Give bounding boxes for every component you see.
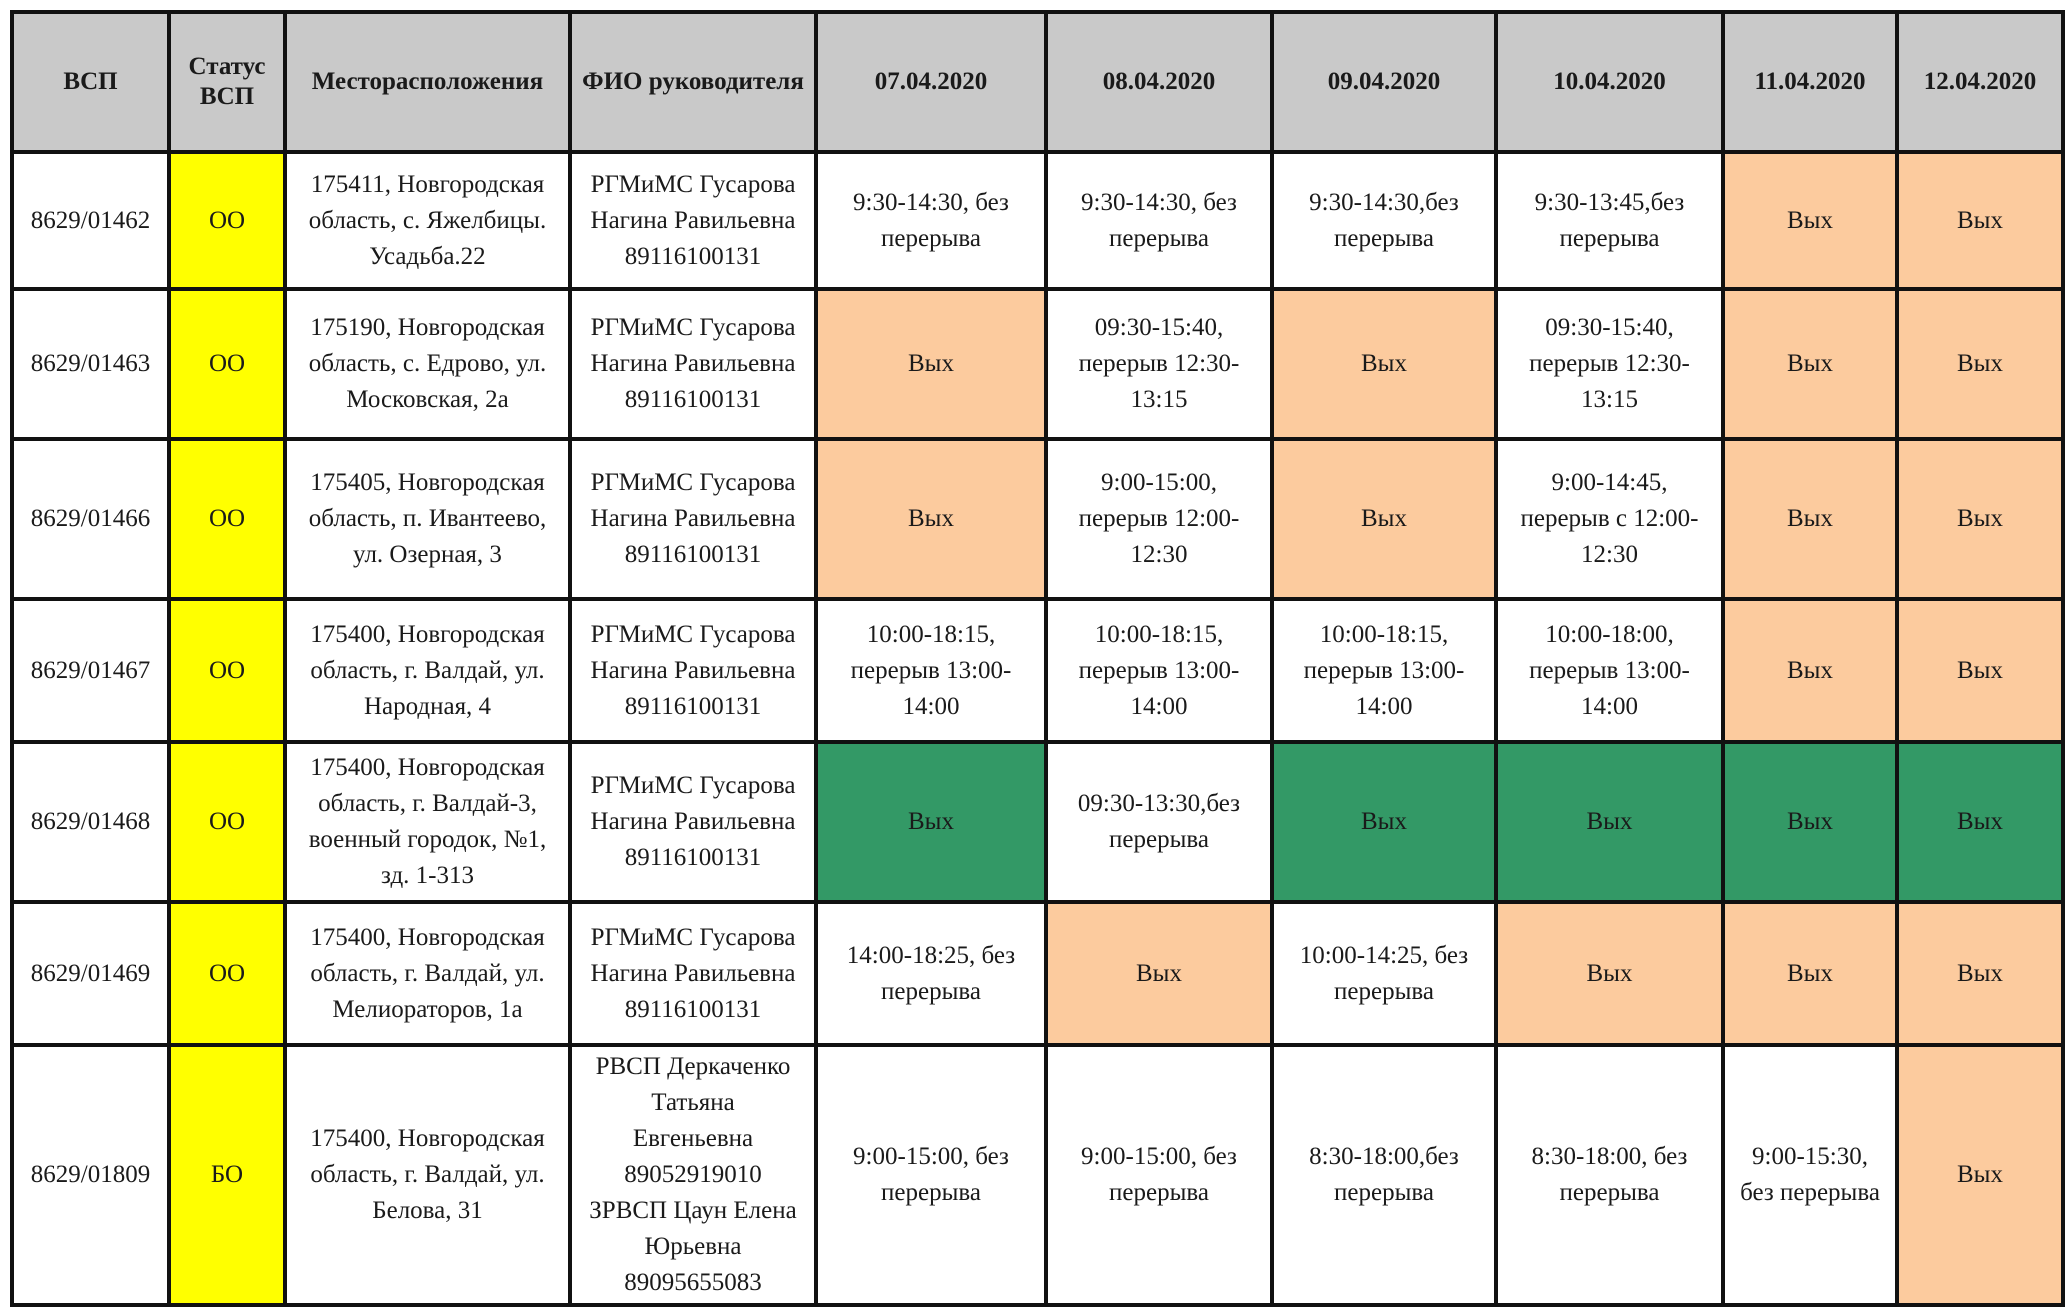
location-cell-line: Народная, 4 <box>363 692 492 720</box>
manager-cell-line: 89116100131 <box>624 242 762 270</box>
manager-cell-line: 89116100131 <box>624 995 762 1023</box>
schedule-cell-line: Вых <box>1361 505 1407 532</box>
schedule-cell-line: 12:30 <box>1581 541 1638 568</box>
schedule-cell <box>1496 1045 1723 1305</box>
header-date: 09.04.2020 <box>1272 12 1496 152</box>
schedule-cell-line: 9:00-14:45, <box>1551 469 1668 496</box>
schedule-cell-line: 9:00-15:30, <box>1752 1143 1868 1170</box>
schedule-cell-line: Вых <box>1957 656 2003 684</box>
schedule-cell <box>816 599 1046 742</box>
schedule-cell <box>1723 152 1897 289</box>
status-cell: БО <box>169 1045 285 1305</box>
schedule-cell <box>1723 289 1897 439</box>
location-cell <box>285 152 570 289</box>
location-cell <box>285 599 570 742</box>
manager-cell-line: Нагина Равильевна <box>590 808 796 835</box>
vsp-id-cell: 8629/01463 <box>12 289 169 439</box>
schedule-cell <box>1897 1045 2063 1305</box>
schedule-cell-line: Вых <box>1957 206 2003 234</box>
schedule-cell <box>1272 152 1496 289</box>
schedule-cell-line: Вых <box>1957 350 2003 377</box>
location-cell-line: 175190, Новгородская <box>310 314 545 341</box>
schedule-cell <box>816 742 1046 902</box>
manager-cell <box>570 289 816 439</box>
schedule-cell-line: перерыва <box>1109 826 1209 853</box>
schedule-cell <box>1272 289 1496 439</box>
schedule-cell-line: Вых <box>1787 656 1833 684</box>
schedule-cell-line: перерыв 12:00- <box>1078 505 1240 532</box>
location-cell-line: ул. Озерная, 3 <box>353 541 502 568</box>
vsp-id-cell: 8629/01468 <box>12 742 169 902</box>
schedule-cell-line: 9:30-13:45,без <box>1534 188 1685 216</box>
schedule-cell-line: Вых <box>1957 959 2003 987</box>
schedule-cell-line: 14:00 <box>1581 692 1638 720</box>
manager-cell-line: Юрьевна <box>644 1233 742 1260</box>
header-date: 10.04.2020 <box>1496 12 1723 152</box>
manager-cell-line: ЗРВСП Цаун Елена <box>589 1197 797 1224</box>
status-cell: ОО <box>169 439 285 599</box>
schedule-cell-line: 14:00 <box>1130 692 1188 720</box>
location-cell-line: 175400, Новгородская <box>310 923 545 951</box>
schedule-cell-line: перерыв 12:30- <box>1078 350 1240 377</box>
vsp-id-cell: 8629/01467 <box>12 599 169 742</box>
status-cell: ОО <box>169 289 285 439</box>
manager-cell-line: РГМиМС Гусарова <box>590 620 796 648</box>
location-cell-line: область, п. Ивантеево, <box>308 505 547 532</box>
schedule-cell-line: перерыв с 12:00- <box>1520 505 1699 532</box>
schedule-cell <box>1272 599 1496 742</box>
schedule-cell-line: перерыва <box>1559 224 1660 252</box>
schedule-cell <box>1272 902 1496 1045</box>
location-cell-line: область, г. Валдай, ул. <box>310 959 545 987</box>
location-cell-line: военный городок, №1, <box>308 826 547 853</box>
schedule-cell-line: Вых <box>1787 959 1833 987</box>
schedule-cell <box>1272 1045 1496 1305</box>
schedule-cell-line: 9:00-15:00, без <box>853 1143 1009 1170</box>
header-row <box>12 12 2063 152</box>
schedule-cell-line: перерыв 12:30- <box>1529 350 1690 377</box>
manager-cell <box>570 439 816 599</box>
table-row <box>12 599 2063 742</box>
status-cell: ОО <box>169 902 285 1045</box>
schedule-cell-line: перерыва <box>1334 224 1434 252</box>
schedule-cell <box>1897 152 2063 289</box>
table-row <box>12 742 2063 902</box>
schedule-cell <box>1723 902 1897 1045</box>
status-cell: ОО <box>169 152 285 289</box>
schedule-cell-line: 10:00-18:00, <box>1545 620 1674 648</box>
schedule-cell-line: 13:15 <box>1581 386 1638 413</box>
manager-cell-line: 89116100131 <box>624 844 762 871</box>
location-cell-line: 175405, Новгородская <box>310 469 545 496</box>
manager-cell-line: РГМиМС Гусарова <box>590 170 796 198</box>
schedule-cell-line: 14:00 <box>902 692 960 720</box>
schedule-cell-line: Вых <box>1361 808 1407 835</box>
schedule-cell-line: перерыва <box>881 977 981 1005</box>
schedule-cell-line: 09:30-15:40, <box>1545 314 1674 341</box>
table-row <box>12 1045 2063 1305</box>
manager-cell-line: 89116100131 <box>624 692 762 720</box>
table-row <box>12 902 2063 1045</box>
location-cell <box>285 1045 570 1305</box>
manager-cell-line: 89052919010 <box>624 1161 762 1188</box>
header-status-line2: ВСП <box>199 83 255 110</box>
schedule-cell-line: Вых <box>1957 505 2003 532</box>
schedule-cell <box>1723 742 1897 902</box>
schedule-cell <box>816 902 1046 1045</box>
schedule-cell-line: 9:00-15:00, <box>1101 469 1217 496</box>
schedule-cell-line: перерыв 13:00- <box>1303 656 1465 684</box>
manager-cell <box>570 152 816 289</box>
vsp-id-cell: 8629/01466 <box>12 439 169 599</box>
manager-cell-line: Нагина Равильевна <box>590 959 796 987</box>
schedule-cell <box>1723 1045 1897 1305</box>
schedule-cell <box>1496 599 1723 742</box>
schedule-cell-line: перерыва <box>1334 1179 1434 1206</box>
schedule-cell <box>816 1045 1046 1305</box>
schedule-cell <box>1046 902 1272 1045</box>
schedule-cell-line: 9:00-15:00, без <box>1081 1143 1237 1170</box>
table-row <box>12 152 2063 289</box>
schedule-cell-line: 09:30-15:40, <box>1094 314 1224 341</box>
schedule-cell-line: без перерыва <box>1740 1179 1880 1206</box>
schedule-cell <box>1046 152 1272 289</box>
schedule-cell <box>1897 439 2063 599</box>
manager-cell-line: РГМиМС Гусарова <box>590 314 796 341</box>
schedule-cell <box>1897 289 2063 439</box>
vsp-id-cell: 8629/01462 <box>12 152 169 289</box>
schedule-cell <box>1272 742 1496 902</box>
status-cell: ОО <box>169 599 285 742</box>
schedule-cell-line: Вых <box>1957 808 2003 835</box>
table-row <box>12 439 2063 599</box>
schedule-cell <box>1496 742 1723 902</box>
header-location: Месторасположения <box>285 12 570 152</box>
schedule-cell-line: перерыв 13:00- <box>1529 656 1690 684</box>
location-cell-line: 175400, Новгородская <box>310 754 545 781</box>
location-cell-line: область, с. Яжелбицы. <box>308 206 547 234</box>
schedule-cell <box>1496 902 1723 1045</box>
location-cell <box>285 289 570 439</box>
manager-cell-line: Нагина Равильевна <box>590 350 796 377</box>
schedule-cell <box>1046 599 1272 742</box>
schedule-cell-line: перерыва <box>881 1179 981 1206</box>
table-row <box>12 289 2063 439</box>
schedule-cell-line: перерыва <box>1109 1179 1209 1206</box>
schedule-cell <box>1496 289 1723 439</box>
manager-cell-line: 89116100131 <box>624 386 762 413</box>
branch-schedule-table <box>10 10 2065 1307</box>
schedule-cell <box>1046 1045 1272 1305</box>
location-cell-line: область, с. Едрово, ул. <box>308 350 547 377</box>
manager-cell-line: Нагина Равильевна <box>590 206 796 234</box>
location-cell-line: 175400, Новгородская <box>310 620 545 648</box>
schedule-cell-line: 13:15 <box>1130 386 1188 413</box>
manager-cell-line: РГМиМС Гусарова <box>590 923 796 951</box>
manager-cell-line: 89116100131 <box>624 541 762 568</box>
location-cell-line: Усадьба.22 <box>369 242 486 270</box>
header-vsp: ВСП <box>12 12 169 152</box>
schedule-cell <box>1897 599 2063 742</box>
location-cell-line: область, г. Валдай, ул. <box>310 1161 545 1188</box>
schedule-cell-line: 10:00-18:15, <box>1094 620 1224 648</box>
header-date: 12.04.2020 <box>1897 12 2063 152</box>
schedule-cell <box>1496 152 1723 289</box>
schedule-cell-line: Вых <box>1787 350 1833 377</box>
schedule-cell <box>1046 439 1272 599</box>
manager-cell <box>570 1045 816 1305</box>
location-cell-line: Мелиораторов, 1а <box>332 995 523 1023</box>
manager-cell-line: Евгеньевна <box>632 1125 754 1152</box>
location-cell-line: зд. 1-313 <box>381 862 474 889</box>
manager-cell-line: 89095655083 <box>624 1269 762 1296</box>
location-cell-line: 175411, Новгородская <box>310 170 545 198</box>
location-cell-line: область, г. Валдай-3, <box>318 790 537 817</box>
location-cell-line: область, г. Валдай, ул. <box>310 656 545 684</box>
schedule-cell-line: 9:30-14:30,без <box>1309 188 1459 216</box>
schedule-cell-line: Вых <box>1586 808 1633 835</box>
schedule-cell-line: Вых <box>1586 959 1633 987</box>
schedule-cell <box>1046 289 1272 439</box>
schedule-cell <box>1897 742 2063 902</box>
schedule-cell-line: Вых <box>1136 959 1182 987</box>
header-status <box>169 12 285 152</box>
manager-cell <box>570 599 816 742</box>
location-cell-line: Белова, 31 <box>372 1197 483 1224</box>
schedule-cell-line: 9:30-14:30, без <box>1081 188 1237 216</box>
schedule-cell-line: перерыв 13:00- <box>1078 656 1240 684</box>
schedule-cell <box>1496 439 1723 599</box>
schedule-cell-line: Вых <box>908 505 954 532</box>
manager-cell-line: Татьяна <box>651 1089 735 1116</box>
location-cell <box>285 742 570 902</box>
header-date: 07.04.2020 <box>816 12 1046 152</box>
schedule-cell-line: 10:00-14:25, без <box>1299 941 1469 969</box>
schedule-cell-line: Вых <box>1787 206 1833 234</box>
manager-cell-line: РГМиМС Гусарова <box>590 469 796 496</box>
schedule-sheet <box>10 10 2065 1307</box>
manager-cell-line: РВСП Деркаченко <box>595 1053 791 1080</box>
schedule-cell-line: перерыва <box>1109 224 1209 252</box>
schedule-cell <box>816 152 1046 289</box>
schedule-cell <box>1046 742 1272 902</box>
status-cell: ОО <box>169 742 285 902</box>
location-cell <box>285 902 570 1045</box>
schedule-cell-line: перерыв 13:00- <box>850 656 1012 684</box>
schedule-cell-line: 10:00-18:15, <box>866 620 996 648</box>
schedule-cell-line: 8:30-18:00,без <box>1309 1143 1459 1170</box>
schedule-cell <box>816 439 1046 599</box>
vsp-id-cell: 8629/01469 <box>12 902 169 1045</box>
schedule-cell-line: Вых <box>1787 808 1833 835</box>
location-cell <box>285 439 570 599</box>
schedule-cell-line: 14:00-18:25, без <box>846 941 1016 969</box>
manager-cell-line: Нагина Равильевна <box>590 505 796 532</box>
vsp-id-cell: 8629/01809 <box>12 1045 169 1305</box>
schedule-cell <box>1723 439 1897 599</box>
schedule-cell-line: Вых <box>908 808 954 835</box>
schedule-cell-line: 10:00-18:15, <box>1319 620 1449 648</box>
table-body <box>12 152 2063 1305</box>
location-cell-line: 175400, Новгородская <box>310 1125 545 1152</box>
schedule-cell <box>1897 902 2063 1045</box>
schedule-cell-line: перерыва <box>1559 1179 1660 1206</box>
schedule-cell-line: 12:30 <box>1130 541 1188 568</box>
schedule-cell-line: Вых <box>908 350 954 377</box>
manager-cell-line: Нагина Равильевна <box>590 656 796 684</box>
manager-cell-line: РГМиМС Гусарова <box>590 772 796 799</box>
manager-cell <box>570 902 816 1045</box>
header-manager: ФИО руководителя <box>570 12 816 152</box>
schedule-cell <box>1272 439 1496 599</box>
schedule-cell-line: перерыва <box>881 224 981 252</box>
schedule-cell-line: Вых <box>1787 505 1833 532</box>
schedule-cell-line: Вых <box>1361 350 1407 377</box>
schedule-cell-line: 09:30-13:30,без <box>1077 790 1241 817</box>
manager-cell <box>570 742 816 902</box>
header-date: 08.04.2020 <box>1046 12 1272 152</box>
schedule-cell <box>816 289 1046 439</box>
header-date: 11.04.2020 <box>1723 12 1897 152</box>
schedule-cell-line: 14:00 <box>1355 692 1413 720</box>
schedule-cell-line: 8:30-18:00, без <box>1531 1143 1688 1170</box>
schedule-cell <box>1723 599 1897 742</box>
schedule-cell-line: 9:30-14:30, без <box>853 188 1009 216</box>
schedule-cell-line: Вых <box>1957 1161 2003 1188</box>
location-cell-line: Московская, 2а <box>346 386 509 413</box>
schedule-cell-line: перерыва <box>1334 977 1434 1005</box>
header-status-line1: Статус <box>188 53 266 80</box>
